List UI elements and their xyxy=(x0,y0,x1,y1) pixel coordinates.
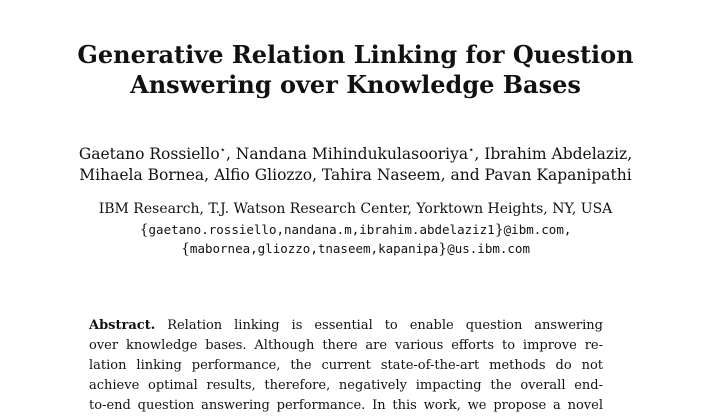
abstract-line: over knowledge bases. Although there are various efforts to improve re- xyxy=(89,338,603,353)
email-domain: @us.ibm.com xyxy=(447,241,530,256)
email-brace-open: { xyxy=(139,222,149,238)
author-name: Gaetano Rossiello xyxy=(78,145,220,163)
abstract-line: to-end question answering performance. In this work, we propose a novel xyxy=(89,398,603,413)
abstract-text: Relation linking is essential to enable question answering xyxy=(167,318,603,333)
equal-contribution-mark: ⋆ xyxy=(468,145,475,156)
author-name: Nandana Mihindukulasooriya xyxy=(235,145,469,163)
equal-contribution-mark: ⋆ xyxy=(219,145,226,156)
abstract-line: lation linking performance, the current state-of-the-art methods do not xyxy=(89,358,603,373)
email-brace-close: } xyxy=(494,222,504,238)
email-usernames: mabornea,gliozzo,tnaseem,kapanipa xyxy=(189,241,439,256)
email-brace-open: { xyxy=(181,241,190,257)
paper-title xyxy=(40,40,671,100)
email-line-1 xyxy=(40,220,671,240)
author-name: Ibrahim Abdelaziz, xyxy=(484,145,633,163)
affiliation: IBM Research, T.J. Watson Research Center, Yorktown Heights, NY, USA xyxy=(98,201,613,217)
email-brace-close: } xyxy=(438,241,448,257)
email-line-2 xyxy=(40,239,671,259)
abstract xyxy=(89,316,603,416)
title-line-1: Generative Relation Linking for Question xyxy=(77,40,634,69)
author-list xyxy=(40,140,671,186)
abstract-line xyxy=(89,316,603,336)
title-line-2: Answering over Knowledge Bases xyxy=(130,70,581,99)
author-names-line-2: Mihaela Bornea, Alfio Gliozzo, Tahira Naseem, and Pavan Kapanipathi xyxy=(79,166,632,184)
author-separator: , xyxy=(474,145,485,163)
author-separator: , xyxy=(225,145,236,163)
abstract-line: achieve optimal results, therefore, negatively impacting the overall end- xyxy=(89,378,603,393)
email-usernames: gaetano.rossiello,nandana.m,ibrahim.abdelaziz1 xyxy=(148,222,495,237)
abstract-label: Abstract. xyxy=(89,318,156,333)
email-domain: @ibm.com, xyxy=(503,222,572,237)
